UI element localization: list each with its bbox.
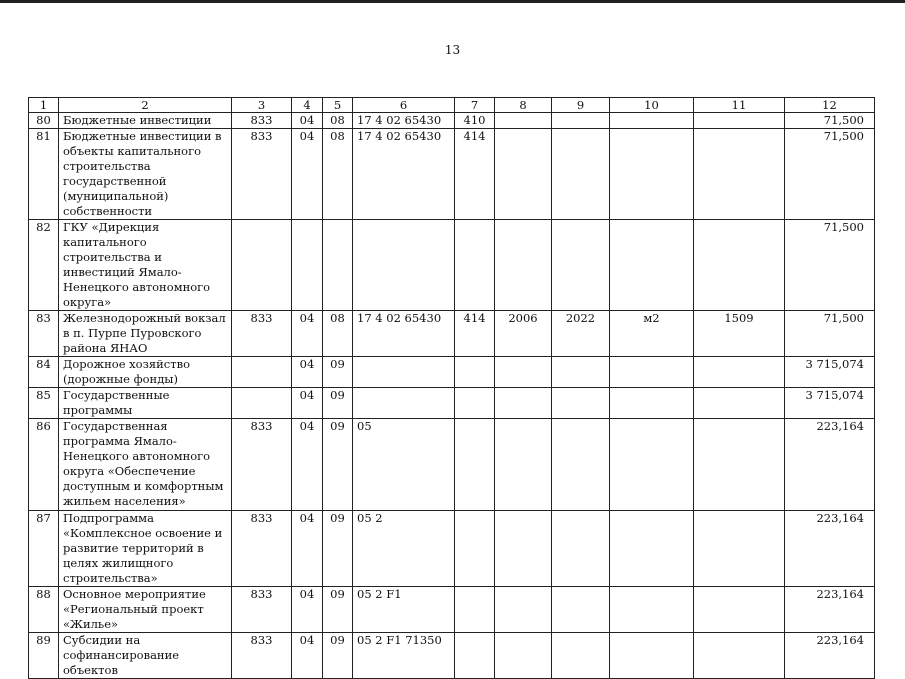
cell-end-year [552,511,610,587]
cell-target: 05 [353,419,455,511]
cell-amount: 71,500 [785,129,875,220]
cell-target [353,220,455,311]
cell-capacity [694,220,785,311]
column-header: 8 [495,98,552,113]
column-header: 6 [353,98,455,113]
cell-capacity [694,419,785,511]
cell-target: 17 4 02 65430 [353,129,455,220]
table-row [29,633,875,679]
cell-subsection: 09 [323,388,353,419]
row-name: ГКУ «Дирекция капитального строительства и инвестиций Ямало-Ненецкого автономного округа» [59,220,232,311]
cell-target: 17 4 02 65430 [353,311,455,357]
cell-subsection: 09 [323,511,353,587]
cell-subsection: 08 [323,113,353,129]
column-header: 3 [232,98,292,113]
row-number: 80 [29,113,59,129]
cell-start-year [495,357,552,388]
cell-unit: м2 [610,311,694,357]
cell-target [353,388,455,419]
row-number: 83 [29,311,59,357]
row-number: 81 [29,129,59,220]
row-number: 89 [29,633,59,679]
page-number: 13 [444,43,461,57]
column-header: 4 [292,98,323,113]
column-header: 5 [323,98,353,113]
cell-end-year [552,587,610,633]
table-row [29,388,875,419]
cell-start-year [495,633,552,679]
cell-section: 04 [292,357,323,388]
cell-end-year [552,357,610,388]
cell-subsection: 09 [323,587,353,633]
cell-unit [610,357,694,388]
row-number: 85 [29,388,59,419]
cell-expense-type [455,587,495,633]
cell-section: 04 [292,113,323,129]
column-header: 1 [29,98,59,113]
cell-section: 04 [292,129,323,220]
table-row [29,311,875,357]
row-name: Железнодорожный вокзал в п. Пурпе Пуровского района ЯНАО [59,311,232,357]
cell-start-year [495,419,552,511]
cell-section: 04 [292,511,323,587]
top-border-line [0,0,905,3]
row-name: Бюджетные инвестиции в объекты капитального строительства государственной (муниципальной) собственности [59,129,232,220]
cell-end-year [552,388,610,419]
cell-capacity [694,511,785,587]
cell-start-year [495,388,552,419]
column-header: 11 [694,98,785,113]
cell-end-year [552,113,610,129]
row-name: Основное мероприятие «Региональный проект «Жилье» [59,587,232,633]
cell-end-year [552,129,610,220]
cell-subsection: 09 [323,357,353,388]
cell-amount: 3 715,074 [785,357,875,388]
cell-unit [610,220,694,311]
cell-start-year [495,587,552,633]
row-number: 87 [29,511,59,587]
cell-end-year: 2022 [552,311,610,357]
cell-amount: 223,164 [785,419,875,511]
cell-section: 04 [292,419,323,511]
cell-expense-type [455,511,495,587]
cell-amount: 71,500 [785,311,875,357]
cell-start-year: 2006 [495,311,552,357]
cell-amount: 3 715,074 [785,388,875,419]
cell-capacity [694,587,785,633]
cell-unit [610,388,694,419]
cell-section: 04 [292,633,323,679]
cell-ved [232,357,292,388]
cell-section: 04 [292,311,323,357]
cell-end-year [552,220,610,311]
cell-target [353,357,455,388]
cell-capacity [694,357,785,388]
cell-section [292,220,323,311]
column-header: 9 [552,98,610,113]
cell-expense-type [455,633,495,679]
cell-capacity [694,388,785,419]
table-row [29,220,875,311]
column-header: 7 [455,98,495,113]
cell-section: 04 [292,388,323,419]
row-name: Дорожное хозяйство (дорожные фонды) [59,357,232,388]
cell-expense-type [455,388,495,419]
cell-unit [610,587,694,633]
cell-ved: 833 [232,633,292,679]
cell-ved [232,388,292,419]
cell-ved [232,220,292,311]
table-row [29,129,875,220]
row-number: 84 [29,357,59,388]
table-row [29,113,875,129]
column-header: 10 [610,98,694,113]
cell-ved: 833 [232,511,292,587]
cell-capacity [694,129,785,220]
row-name: Подпрограмма «Комплексное освоение и развитие территорий в целях жилищного строительства» [59,511,232,587]
table-header-row [29,98,875,113]
cell-unit [610,511,694,587]
cell-amount: 71,500 [785,220,875,311]
cell-unit [610,633,694,679]
cell-capacity [694,113,785,129]
cell-amount: 223,164 [785,587,875,633]
cell-end-year [552,419,610,511]
cell-expense-type [455,419,495,511]
cell-subsection: 09 [323,419,353,511]
cell-expense-type: 410 [455,113,495,129]
column-header: 12 [785,98,875,113]
cell-start-year [495,113,552,129]
cell-capacity [694,633,785,679]
row-number: 82 [29,220,59,311]
cell-amount: 223,164 [785,511,875,587]
cell-subsection: 08 [323,129,353,220]
table-row [29,357,875,388]
row-number: 88 [29,587,59,633]
cell-unit [610,113,694,129]
table-row [29,419,875,511]
cell-ved: 833 [232,587,292,633]
cell-subsection: 08 [323,311,353,357]
cell-start-year [495,511,552,587]
row-name: Государственные программы [59,388,232,419]
cell-expense-type [455,357,495,388]
cell-amount: 223,164 [785,633,875,679]
table-row [29,511,875,587]
row-name: Государственная программа Ямало-Ненецкого автономного округа «Обеспечение доступным и комфортным жильем населения» [59,419,232,511]
cell-ved: 833 [232,311,292,357]
row-name: Бюджетные инвестиции [59,113,232,129]
cell-amount: 71,500 [785,113,875,129]
cell-unit [610,129,694,220]
cell-target: 17 4 02 65430 [353,113,455,129]
cell-ved: 833 [232,129,292,220]
cell-ved: 833 [232,419,292,511]
cell-subsection [323,220,353,311]
cell-start-year [495,129,552,220]
cell-start-year [495,220,552,311]
cell-expense-type [455,220,495,311]
cell-target: 05 2 F1 [353,587,455,633]
cell-unit [610,419,694,511]
cell-target: 05 2 F1 71350 [353,633,455,679]
cell-section: 04 [292,587,323,633]
row-name: Субсидии на софинансирование объектов [59,633,232,679]
column-header: 2 [59,98,232,113]
row-number: 86 [29,419,59,511]
cell-expense-type: 414 [455,311,495,357]
cell-subsection: 09 [323,633,353,679]
table-row [29,587,875,633]
cell-capacity: 1509 [694,311,785,357]
cell-target: 05 2 [353,511,455,587]
cell-ved: 833 [232,113,292,129]
budget-table [28,97,875,679]
cell-end-year [552,633,610,679]
cell-expense-type: 414 [455,129,495,220]
